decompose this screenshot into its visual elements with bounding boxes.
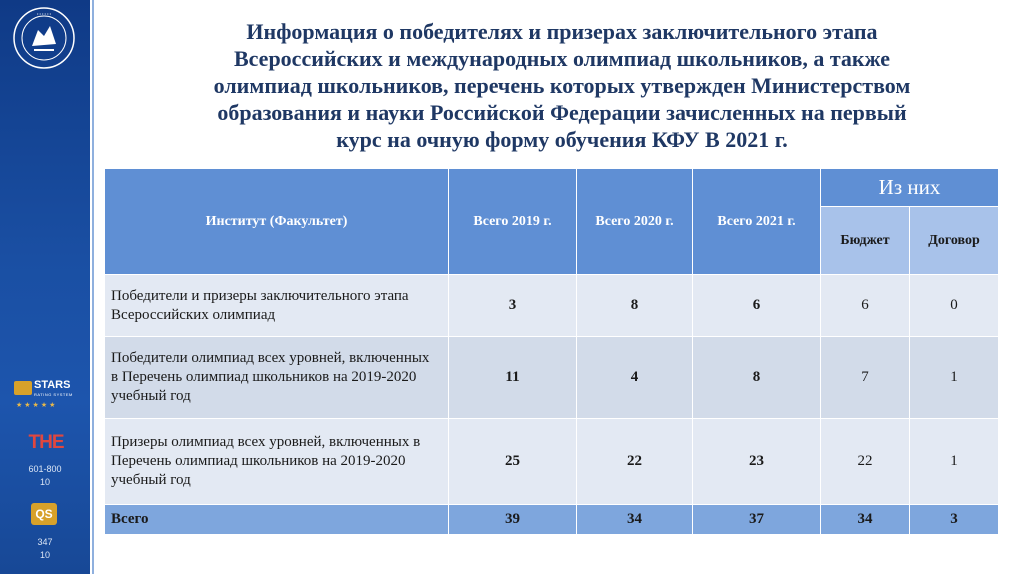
sidebar-divider bbox=[92, 0, 94, 574]
cell-contract: 0 bbox=[910, 275, 999, 337]
cell-2020: 4 bbox=[577, 337, 693, 419]
total-2019: 39 bbox=[449, 505, 577, 535]
total-budget: 34 bbox=[821, 505, 910, 535]
page-title: Информация о победителях и призерах заключительного этапа Всероссийских и международных олимпиад школьников, а также олимпиад школьников, перечень которых утвержден Министерством образования и науки Российской Федерации зачисленных на первый курс на очную форму обучения КФУ В 2021 г. bbox=[213, 19, 911, 152]
svg-text:• • • • • •: • • • • • • bbox=[37, 11, 51, 16]
cell-contract: 1 bbox=[910, 337, 999, 419]
total-2020: 34 bbox=[577, 505, 693, 535]
cell-budget: 6 bbox=[821, 275, 910, 337]
total-2021: 37 bbox=[693, 505, 821, 535]
qs-ranking-logo: QS bbox=[31, 503, 57, 525]
cell-budget: 7 bbox=[821, 337, 910, 419]
qs-ranking-value: 347 bbox=[37, 537, 53, 547]
cell-2021: 8 bbox=[693, 337, 821, 419]
olympiad-results-table bbox=[104, 168, 999, 535]
the-ranking-range: 601-800 bbox=[28, 464, 62, 474]
cell-budget: 22 bbox=[821, 419, 910, 505]
cell-contract: 1 bbox=[910, 419, 999, 505]
cell-2019: 25 bbox=[449, 419, 577, 505]
sidebar bbox=[0, 0, 90, 574]
header-contract: Договор bbox=[910, 207, 999, 275]
cell-2020: 8 bbox=[577, 275, 693, 337]
stars-rating-badge bbox=[14, 378, 76, 414]
star-rating-icon: ★★★★★ bbox=[16, 401, 58, 409]
table-total-row bbox=[105, 505, 999, 535]
header-of-them: Из них bbox=[821, 169, 999, 207]
university-logo-icon bbox=[12, 6, 76, 70]
qs-ranking-number: 10 bbox=[39, 550, 50, 560]
cell-2021: 6 bbox=[693, 275, 821, 337]
table-row bbox=[105, 275, 999, 337]
the-ranking-number: 10 bbox=[39, 477, 50, 487]
cell-2020: 22 bbox=[577, 419, 693, 505]
total-label: Всего bbox=[105, 505, 449, 535]
stars-label: STARS bbox=[34, 379, 71, 391]
cell-2019: 3 bbox=[449, 275, 577, 337]
cell-2019: 11 bbox=[449, 337, 577, 419]
header-total-2021: Всего 2021 г. bbox=[693, 169, 821, 275]
stars-sub-label: RATING SYSTEM bbox=[34, 392, 73, 397]
table-row bbox=[105, 419, 999, 505]
header-total-2019: Всего 2019 г. bbox=[449, 169, 577, 275]
the-ranking-logo: THE bbox=[28, 432, 64, 453]
header-total-2020: Всего 2020 г. bbox=[577, 169, 693, 275]
row-label: Призеры олимпиад всех уровней, включенных в Перечень олимпиад школьников на 2019-2020 учебный год bbox=[105, 419, 449, 505]
total-contract: 3 bbox=[910, 505, 999, 535]
cell-2021: 23 bbox=[693, 419, 821, 505]
table-row bbox=[105, 337, 999, 419]
row-label: Победители олимпиад всех уровней, включенных в Перечень олимпиад школьников на 2019-2020 учебный год bbox=[105, 337, 449, 419]
header-budget: Бюджет bbox=[821, 207, 910, 275]
header-institute: Институт (Факультет) bbox=[105, 169, 449, 275]
row-label: Победители и призеры заключительного этапа Всероссийских олимпиад bbox=[105, 275, 449, 337]
